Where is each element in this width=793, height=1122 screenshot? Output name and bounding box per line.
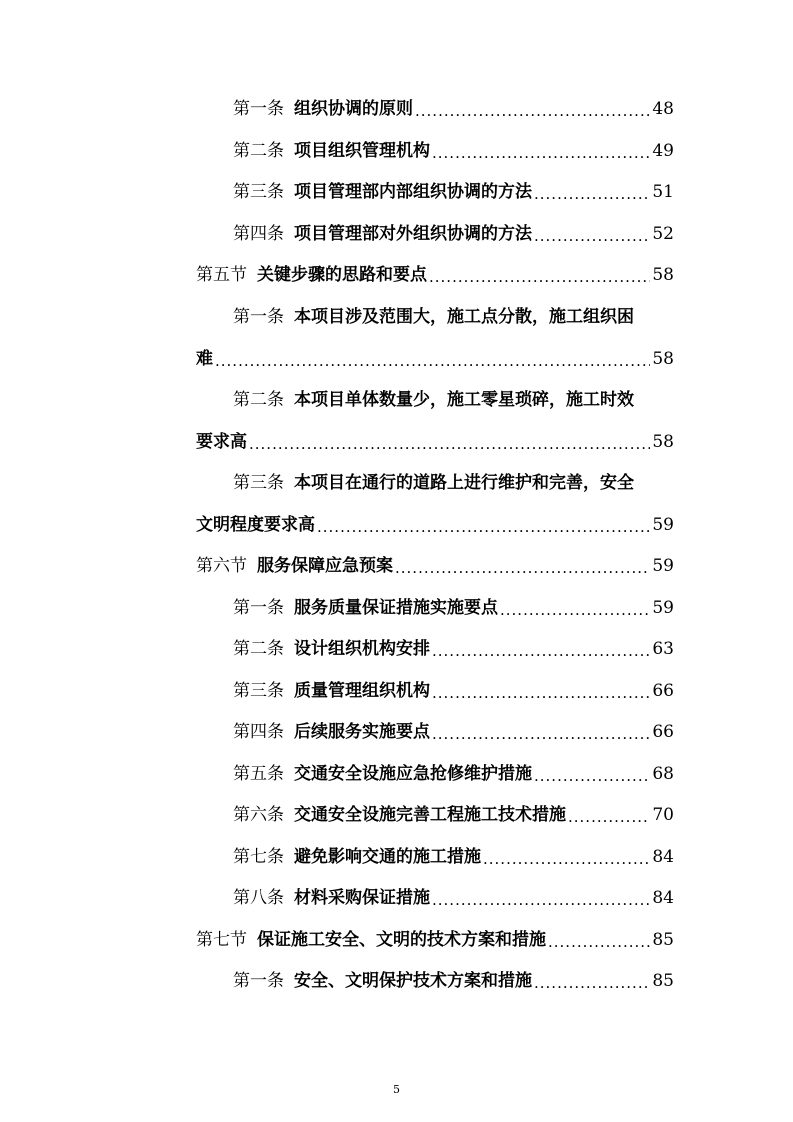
entry-page: 68	[652, 764, 674, 784]
entry-title: 项目管理部内部组织协调的方法	[294, 182, 532, 202]
entry-page: 52	[652, 224, 674, 244]
dot-leader	[483, 848, 650, 870]
toc-entry[interactable]	[233, 761, 674, 787]
entry-page: 66	[652, 681, 674, 701]
entry-title: 服务质量保证措施实施要点	[294, 598, 498, 618]
toc-entry[interactable]	[233, 885, 674, 911]
toc-entry-line2[interactable]	[196, 512, 674, 538]
toc-section-entry[interactable]	[196, 553, 674, 579]
dot-leader	[415, 100, 650, 122]
dot-leader	[432, 640, 650, 662]
toc-entry[interactable]	[233, 719, 674, 745]
entry-prefix: 第五条	[233, 764, 284, 784]
entry-prefix: 第八条	[233, 888, 284, 908]
toc-entry[interactable]	[233, 844, 674, 870]
entry-title: 项目组织管理机构	[294, 141, 430, 161]
dot-leader	[317, 516, 650, 538]
entry-page: 49	[652, 141, 674, 161]
entry-prefix: 第四条	[233, 722, 284, 742]
dot-leader	[249, 433, 650, 455]
toc-entry[interactable]	[233, 96, 674, 122]
entry-page: 59	[652, 598, 674, 618]
entry-title: 设计组织机构安排	[294, 639, 430, 659]
entry-prefix: 第六条	[233, 805, 284, 825]
toc-entry-line2[interactable]	[196, 429, 674, 455]
entry-prefix: 第二条	[233, 390, 284, 410]
dot-leader	[534, 972, 650, 994]
entry-page: 48	[652, 99, 674, 119]
entry-title: 交通安全设施应急抢修维护措施	[294, 764, 532, 784]
entry-title: 项目管理部对外组织协调的方法	[294, 224, 532, 244]
entry-title-continued: 文明程度要求高	[196, 515, 315, 535]
entry-page: 70	[652, 805, 674, 825]
dot-leader	[432, 682, 650, 704]
entry-prefix: 第三条	[233, 182, 284, 202]
entry-title: 服务保障应急预案	[257, 556, 393, 576]
toc-entry-line1[interactable]	[233, 470, 674, 496]
entry-prefix: 第一条	[233, 99, 284, 119]
entry-page: 85	[652, 930, 674, 950]
entry-prefix: 第二条	[233, 639, 284, 659]
entry-page: 63	[652, 639, 674, 659]
entry-title: 本项目在通行的道路上进行维护和完善，安全	[294, 473, 634, 493]
toc-entry-line1[interactable]	[233, 387, 674, 413]
entry-page: 84	[652, 888, 674, 908]
dot-leader	[534, 225, 650, 247]
dot-leader	[215, 350, 650, 372]
toc-entry-line2[interactable]	[196, 346, 674, 372]
entry-prefix: 第六节	[196, 556, 247, 576]
entry-page: 58	[652, 349, 674, 369]
dot-leader	[429, 266, 650, 288]
toc-entry[interactable]	[233, 221, 674, 247]
entry-page: 58	[652, 265, 674, 285]
toc-entry[interactable]	[233, 636, 674, 662]
entry-title: 避免影响交通的施工措施	[294, 847, 481, 867]
entry-page: 58	[652, 432, 674, 452]
toc-entry[interactable]	[233, 179, 674, 205]
entry-page: 85	[652, 971, 674, 991]
entry-page: 59	[652, 515, 674, 535]
entry-prefix: 第七条	[233, 847, 284, 867]
entry-prefix: 第七节	[196, 930, 247, 950]
toc-section-entry[interactable]	[196, 262, 674, 288]
entry-prefix: 第四条	[233, 224, 284, 244]
dot-leader	[432, 889, 650, 911]
entry-title: 组织协调的原则	[294, 99, 413, 119]
dot-leader	[500, 599, 650, 621]
entry-title: 材料采购保证措施	[294, 888, 430, 908]
dot-leader	[432, 142, 650, 164]
dot-leader	[568, 806, 650, 828]
entry-title: 关键步骤的思路和要点	[257, 265, 427, 285]
entry-title: 安全、文明保护技术方案和措施	[294, 971, 532, 991]
entry-title: 本项目单体数量少，施工零星琐碎，施工时效	[294, 390, 634, 410]
entry-page: 51	[652, 182, 674, 202]
toc-entry-line1[interactable]	[233, 304, 674, 330]
entry-prefix: 第二条	[233, 141, 284, 161]
page-number: 5	[393, 1083, 400, 1096]
entry-title-continued: 难	[196, 349, 213, 369]
entry-title: 保证施工安全、文明的技术方案和措施	[257, 930, 546, 950]
entry-prefix: 第一条	[233, 598, 284, 618]
entry-title-continued: 要求高	[196, 432, 247, 452]
entry-page: 84	[652, 847, 674, 867]
entry-page: 59	[652, 556, 674, 576]
entry-prefix: 第五节	[196, 265, 247, 285]
dot-leader	[534, 183, 650, 205]
entry-prefix: 第三条	[233, 473, 284, 493]
toc-entry[interactable]	[233, 802, 674, 828]
entry-prefix: 第一条	[233, 307, 284, 327]
entry-title: 后续服务实施要点	[294, 722, 430, 742]
toc-section-entry[interactable]	[196, 927, 674, 953]
dot-leader	[534, 765, 650, 787]
toc-entry[interactable]	[233, 595, 674, 621]
entry-prefix: 第三条	[233, 681, 284, 701]
dot-leader	[432, 723, 650, 745]
entry-title: 本项目涉及范围大，施工点分散，施工组织困	[294, 307, 634, 327]
dot-leader	[548, 931, 650, 953]
entry-page: 66	[652, 722, 674, 742]
dot-leader	[395, 557, 650, 579]
toc-entry[interactable]	[233, 138, 674, 164]
toc-entry[interactable]	[233, 678, 674, 704]
toc-entry[interactable]	[233, 968, 674, 994]
entry-title: 质量管理组织机构	[294, 681, 430, 701]
entry-prefix: 第一条	[233, 971, 284, 991]
entry-title: 交通安全设施完善工程施工技术措施	[294, 805, 566, 825]
